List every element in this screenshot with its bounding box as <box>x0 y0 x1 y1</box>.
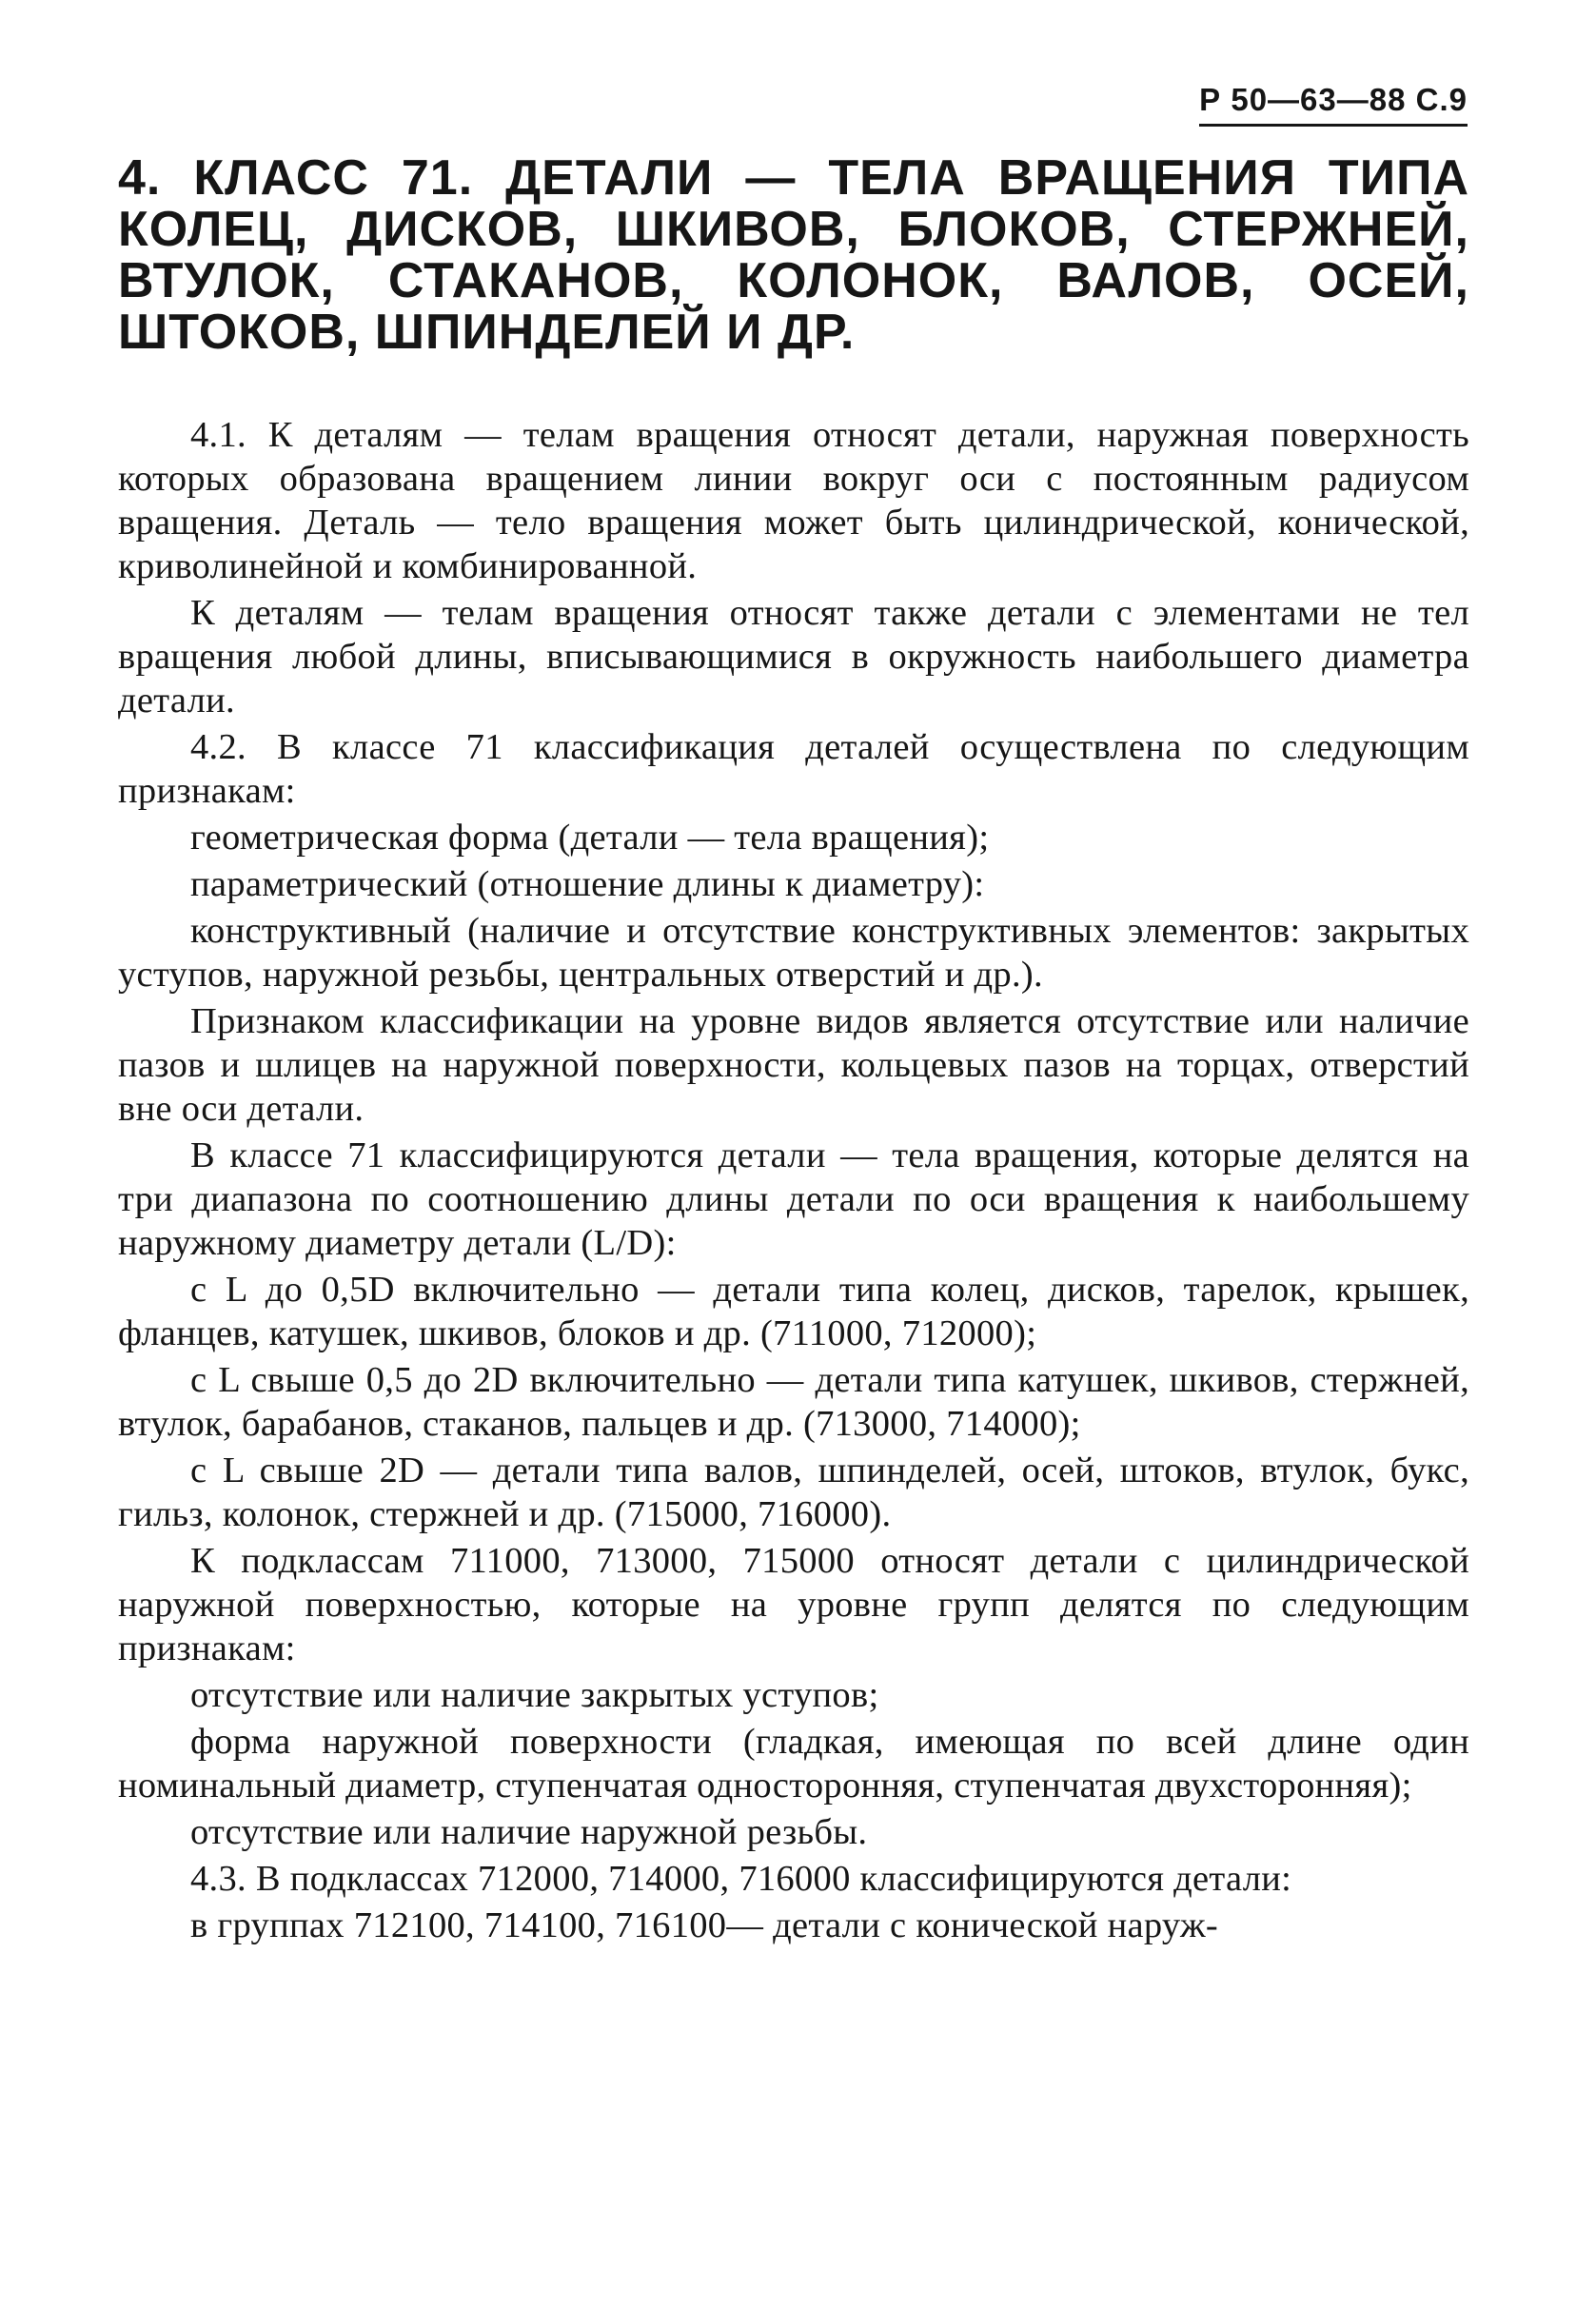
paragraph: К деталям — телам вращения относят также детали с элементами не тел вращения любой длины, вписывающимися в окружность наибольшего диаметра детали. <box>118 593 1469 720</box>
paragraph: К подклассам 711000, 713000, 715000 относят детали с цилиндрической наружной поверхностью, которые на уровне групп делятся по следующим признакам: <box>118 1541 1469 1668</box>
paragraph: В классе 71 классифицируются детали — тела вращения, которые делятся на три диапазона по соотношению длины детали по оси вращения к наибольшему наружному диаметру детали (L/D): <box>118 1135 1469 1263</box>
paragraph: геометрическая форма (детали — тела вращения); <box>190 818 990 858</box>
paragraph: 4.3. В подклассах 712000, 714000, 716000 классифицируются детали: <box>190 1859 1292 1899</box>
body-text <box>118 413 1469 1950</box>
paragraph: с L свыше 0,5 до 2D включительно — детали типа катушек, шкивов, стержней, втулок, барабанов, стаканов, пальцев и др. (713000, 714000); <box>118 1360 1469 1444</box>
paragraph: Признаком классификации на уровне видов является отсутствие или наличие пазов и шлицев на наружной поверхности, кольцевых пазов на торцах, отверстий вне оси детали. <box>118 1001 1469 1129</box>
paragraph: форма наружной поверхности (гладкая, имеющая по всей длине один номинальный диаметр, ступенчатая односторонняя, ступенчатая двухсторонняя); <box>118 1722 1469 1806</box>
section-title: 4. КЛАСС 71. ДЕТАЛИ — ТЕЛА ВРАЩЕНИЯ ТИПА КОЛЕЦ, ДИСКОВ, ШКИВОВ, БЛОКОВ, СТЕРЖНЕЙ, ВТУЛОК, СТАКАНОВ, КОЛОНОК, ВАЛОВ, ОСЕЙ, ШТОКОВ, ШПИНДЕЛЕЙ И ДР. <box>118 150 1469 360</box>
paragraph: отсутствие или наличие наружной резьбы. <box>190 1812 868 1852</box>
paragraph: конструктивный (наличие и отсутствие конструктивных элементов: закрытых уступов, наружной резьбы, центральных отверстий и др.). <box>118 911 1469 995</box>
paragraph: в группах 712100, 714100, 716100— детали с конической наруж- <box>190 1905 1218 1945</box>
paragraph: с L свыше 2D — детали типа валов, шпинделей, осей, штоков, втулок, букс, гильз, колонок, стержней и др. (715000, 716000). <box>118 1451 1469 1534</box>
paragraph: 4.1. К деталям — телам вращения относят детали, наружная поверхность которых образована вращением линии вокруг оси с постоянным радиусом вращения. Деталь — тело вращения может быть цилиндрической, конической, криволинейной и комбинированной. <box>118 415 1469 586</box>
paragraph: отсутствие или наличие закрытых уступов; <box>190 1675 879 1715</box>
page-header-reference: Р 50—63—88 С.9 <box>1199 82 1468 127</box>
paragraph: параметрический (отношение длины к диаметру): <box>190 864 985 904</box>
paragraph: 4.2. В классе 71 классификация деталей осуществлена по следующим признакам: <box>118 727 1469 811</box>
paragraph: с L до 0,5D включительно — детали типа колец, дисков, тарелок, крышек, фланцев, катушек, шкивов, блоков и др. (711000, 712000); <box>118 1270 1469 1353</box>
